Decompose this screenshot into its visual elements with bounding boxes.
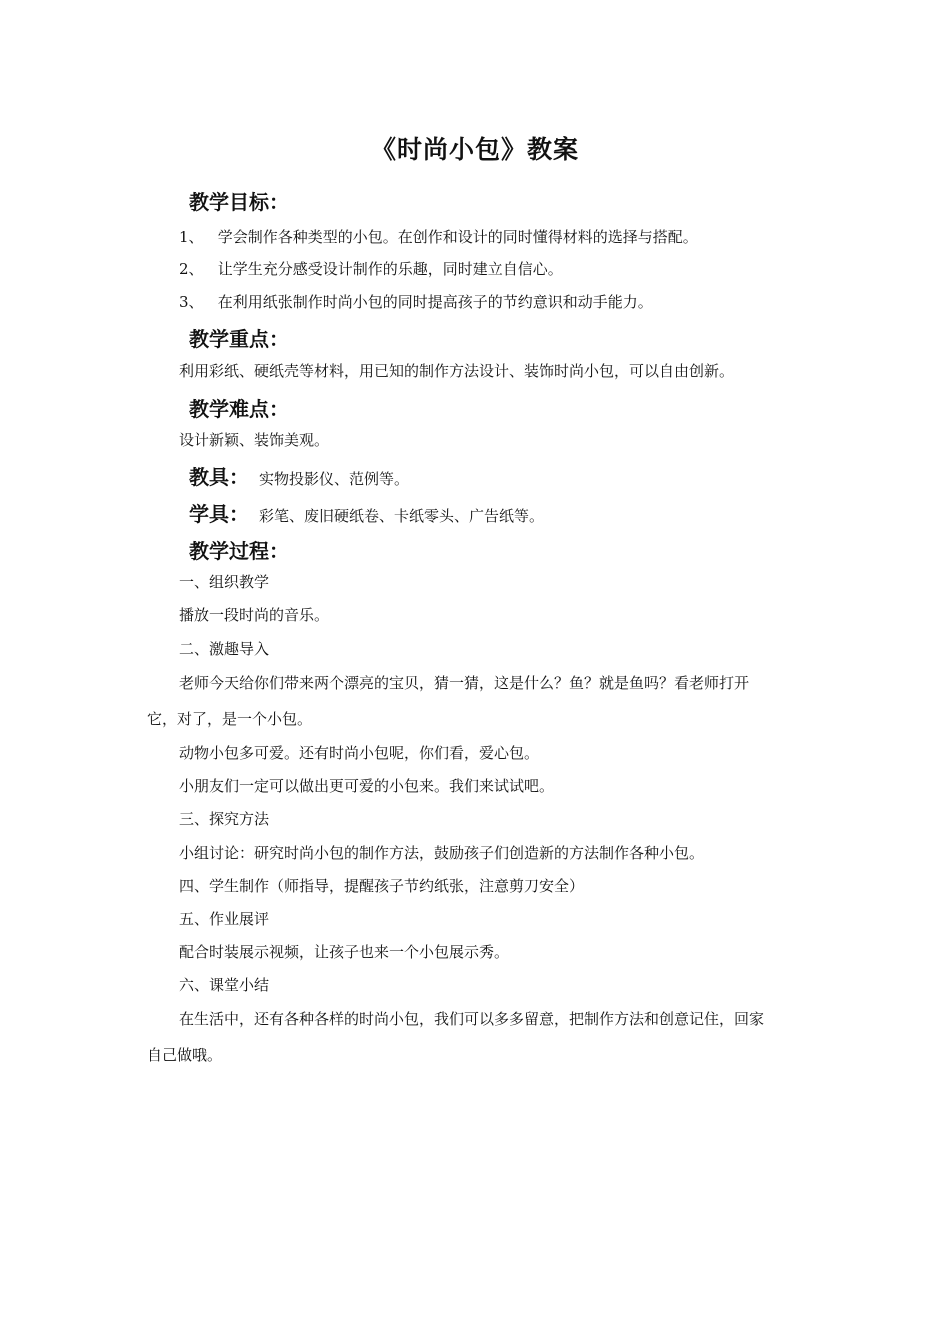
objective-number: 1、 [179, 228, 204, 246]
difficulties-text: 设计新颖、装饰美观。 [179, 431, 330, 449]
objective-item [179, 227, 698, 247]
key-points-text: 利用彩纸、硬纸壳等材料，用已知的制作方法设计、装饰时尚小包，可以自由创新。 [179, 362, 735, 380]
process-line: 播放一段时尚的音乐。 [179, 606, 330, 624]
objective-text: 在利用纸张制作时尚小包的同时提高孩子的节约意识和动手能力。 [217, 293, 653, 311]
process-line: 小朋友们一定可以做出更可爱的小包来。我们来试试吧。 [179, 777, 555, 795]
learning-tools-label: 学具： [189, 502, 249, 526]
process-line: 自己做哦。 [147, 1046, 223, 1064]
learning-tools-row [189, 498, 544, 527]
process-heading: 教学过程： [189, 539, 289, 563]
process-line: 在生活中，还有各种各样的时尚小包，我们可以多多留意，把制作方法和创意记住，回家 [179, 1010, 765, 1028]
process-line: 四、学生制作（师指导，提醒孩子节约纸张，注意剪刀安全） [179, 877, 585, 895]
process-line: 六、课堂小结 [179, 976, 270, 994]
process-line: 动物小包多可爱。还有时尚小包呢，你们看，爱心包。 [179, 744, 540, 762]
process-line: 小组讨论：研究时尚小包的制作方法，鼓励孩子们创造新的方法制作各种小包。 [179, 844, 705, 862]
learning-tools-text: 彩笔、废旧硬纸卷、卡纸零头、广告纸等。 [259, 507, 545, 525]
objectives-heading: 教学目标： [189, 190, 289, 214]
process-line: 配合时装展示视频，让孩子也来一个小包展示秀。 [179, 943, 510, 961]
process-line: 三、探究方法 [179, 810, 270, 828]
process-line: 二、激趣导入 [179, 640, 270, 658]
teaching-tools-label: 教具： [189, 465, 249, 489]
process-line: 五、作业展评 [179, 910, 270, 928]
process-line: 一、组织教学 [179, 573, 270, 591]
difficulties-heading: 教学难点： [189, 397, 289, 421]
objective-item [179, 259, 563, 279]
objective-text: 学会制作各种类型的小包。在创作和设计的同时懂得材料的选择与搭配。 [217, 228, 698, 246]
key-points-heading: 教学重点： [189, 327, 289, 351]
document-title: 《时尚小包》教案 [370, 135, 579, 164]
objective-item [179, 292, 653, 312]
objective-text: 让学生充分感受设计制作的乐趣，同时建立自信心。 [217, 260, 563, 278]
process-line: 它，对了，是一个小包。 [147, 710, 313, 728]
objective-number: 3、 [179, 293, 204, 311]
process-line: 老师今天给你们带来两个漂亮的宝贝，猜一猜，这是什么？鱼？就是鱼吗？看老师打开 [179, 674, 750, 692]
teaching-tools-text: 实物投影仪、范例等。 [259, 470, 410, 488]
teaching-tools-row [189, 461, 409, 490]
objective-number: 2、 [179, 260, 204, 278]
